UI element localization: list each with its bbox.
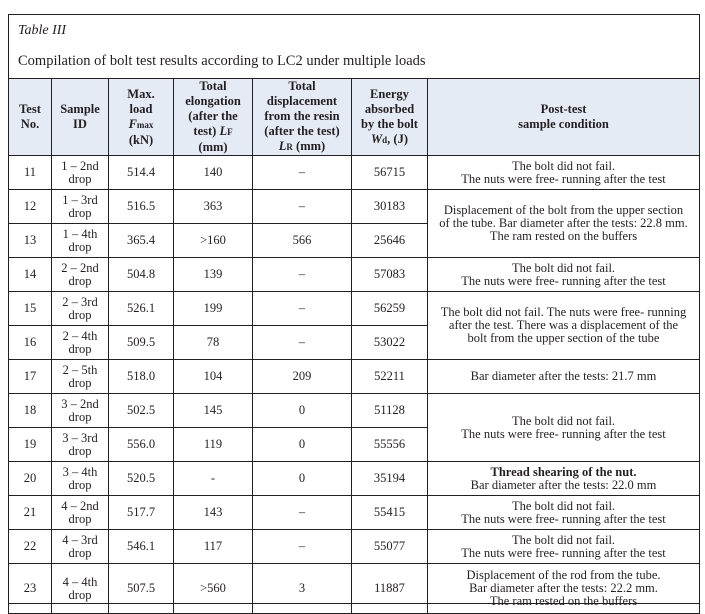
cell-text: (after the test) bbox=[264, 124, 340, 138]
cell-text: (mm) bbox=[198, 140, 228, 154]
cell-text: drop bbox=[68, 409, 92, 424]
cell-text: >160 bbox=[200, 233, 226, 247]
sample-id-cell bbox=[52, 462, 109, 496]
cell-text: drop bbox=[68, 239, 92, 254]
displacement-cell bbox=[253, 360, 352, 394]
table-row bbox=[9, 360, 700, 394]
displacement-cell bbox=[253, 428, 352, 462]
condition-cell bbox=[428, 258, 700, 292]
table-row bbox=[9, 394, 700, 428]
cell-text: 19 bbox=[23, 437, 37, 451]
energy-cell bbox=[352, 156, 428, 190]
energy-cell bbox=[352, 258, 428, 292]
sample-id-cell bbox=[52, 224, 109, 258]
cell-text: by the bolt bbox=[361, 116, 418, 131]
displacement-cell bbox=[253, 394, 352, 428]
sample-id-cell bbox=[52, 564, 109, 614]
cell-text: drop bbox=[68, 511, 92, 526]
elongation-cell bbox=[174, 292, 253, 326]
cell-text: 57083 bbox=[373, 267, 406, 281]
cell-text: 507.5 bbox=[126, 581, 156, 595]
cell-text: 139 bbox=[203, 267, 223, 281]
cell-text: 18 bbox=[23, 403, 37, 417]
cell-text: The bolt did not fail. The nuts were free- running bbox=[440, 305, 687, 319]
elongation-cell bbox=[174, 462, 253, 496]
cell-text: Bar diameter after the tests: 22.0 mm bbox=[470, 477, 657, 492]
cell-text: 30183 bbox=[373, 199, 406, 213]
displacement-cell bbox=[253, 258, 352, 292]
max-load-cell bbox=[109, 496, 174, 530]
condition-cell bbox=[428, 190, 700, 258]
elongation-cell bbox=[174, 190, 253, 224]
cell-text: , (J) bbox=[387, 131, 408, 146]
cell-text: Total bbox=[199, 79, 227, 93]
cell-text: F bbox=[128, 116, 137, 131]
cell-text: 556.0 bbox=[126, 437, 156, 451]
header-row bbox=[9, 79, 700, 156]
cell-text: after the test. There was a displacement of the bbox=[448, 318, 679, 332]
energy-cell bbox=[352, 292, 428, 326]
table-row bbox=[9, 156, 700, 190]
cell-text: 4 – 4th bbox=[62, 574, 98, 589]
cell-text: The bolt did not fail. bbox=[511, 158, 616, 173]
cell-text: Thread shearing of the nut. bbox=[490, 464, 637, 479]
elongation-cell bbox=[174, 156, 253, 190]
table-label: Table III bbox=[18, 23, 67, 38]
cell-text: 2 – 5th bbox=[62, 362, 98, 377]
cell-text: 3 – 4th bbox=[62, 464, 98, 479]
cell-text: 21 bbox=[23, 505, 37, 519]
cell-text: The ram rested on the buffers bbox=[489, 594, 638, 608]
cell-text: drop bbox=[68, 341, 92, 356]
elongation-cell bbox=[174, 394, 253, 428]
elongation-cell bbox=[174, 530, 253, 564]
cell-text: The bolt did not fail. bbox=[511, 498, 616, 513]
cell-text: 520.5 bbox=[126, 471, 156, 485]
max-load-cell bbox=[109, 190, 174, 224]
cell-text: 53022 bbox=[373, 335, 406, 349]
cell-text: 78 bbox=[206, 335, 220, 349]
displacement-cell bbox=[253, 564, 352, 614]
cell-text: 4 – 2nd bbox=[61, 498, 99, 513]
cell-text: 55077 bbox=[373, 539, 406, 553]
table-row bbox=[9, 190, 700, 224]
cell-text: drop bbox=[68, 375, 92, 390]
test-no-cell bbox=[9, 326, 52, 360]
cell-text: 140 bbox=[203, 165, 223, 179]
cell-text: 518.0 bbox=[126, 369, 156, 383]
elongation-cell bbox=[174, 564, 253, 614]
elongation-cell bbox=[174, 224, 253, 258]
cell-text: Displacement of the bolt from the upper section bbox=[443, 203, 684, 217]
cell-text: The ram rested on the buffers bbox=[489, 229, 638, 243]
cell-text: The nuts were free- running after the test bbox=[461, 171, 666, 186]
table-frame bbox=[8, 14, 700, 608]
cell-text: 55556 bbox=[373, 437, 406, 451]
cell-text: 20 bbox=[23, 471, 37, 485]
cell-text: 15 bbox=[23, 301, 37, 315]
table-row bbox=[9, 496, 700, 530]
displacement-cell bbox=[253, 530, 352, 564]
test-no-cell bbox=[9, 258, 52, 292]
cell-text: Test bbox=[19, 102, 41, 116]
header-test-no bbox=[9, 79, 52, 156]
elongation-cell bbox=[174, 326, 253, 360]
cell-text: No. bbox=[20, 117, 40, 131]
cell-text: 11887 bbox=[374, 581, 405, 595]
test-no-cell bbox=[9, 428, 52, 462]
cell-text: 517.7 bbox=[126, 505, 156, 519]
cell-text: 119 bbox=[203, 437, 223, 451]
max-load-cell bbox=[109, 292, 174, 326]
cell-text: 3 – 2nd bbox=[61, 396, 99, 411]
table-row bbox=[9, 258, 700, 292]
max-load-cell bbox=[109, 462, 174, 496]
cell-text: – bbox=[298, 165, 306, 179]
cell-text: Sample bbox=[60, 102, 100, 116]
table-row bbox=[9, 530, 700, 564]
energy-cell bbox=[352, 326, 428, 360]
cell-text: test) bbox=[193, 124, 220, 138]
cell-text: – bbox=[298, 267, 306, 281]
cell-text: 2 – 2nd bbox=[61, 260, 99, 275]
cell-text: Total bbox=[288, 79, 316, 93]
energy-cell bbox=[352, 564, 428, 614]
test-no-cell bbox=[9, 564, 52, 614]
energy-cell bbox=[352, 530, 428, 564]
cell-text: 4 – 3rd bbox=[62, 532, 98, 547]
displacement-cell bbox=[253, 462, 352, 496]
cell-text: 509.5 bbox=[126, 335, 156, 349]
elongation-cell bbox=[174, 258, 253, 292]
sample-id-cell bbox=[52, 428, 109, 462]
cell-text: The bolt did not fail. bbox=[511, 260, 616, 275]
cell-text: elongation bbox=[185, 94, 241, 108]
cell-text: Max. bbox=[127, 86, 155, 101]
cell-text: Post-test bbox=[540, 102, 587, 116]
table-row bbox=[9, 564, 700, 614]
cell-text: (kN) bbox=[128, 132, 154, 147]
cell-text: 1 – 2nd bbox=[61, 158, 99, 173]
cell-text: 3 – 3rd bbox=[62, 430, 98, 445]
cell-text: 56259 bbox=[373, 301, 406, 315]
cell-text: 23 bbox=[23, 581, 37, 595]
cell-text: L bbox=[219, 124, 228, 138]
cell-text: – bbox=[298, 505, 306, 519]
condition-cell bbox=[428, 462, 700, 496]
cell-text: 117 bbox=[203, 539, 223, 553]
cell-text: W bbox=[371, 131, 383, 146]
energy-cell bbox=[352, 462, 428, 496]
energy-cell bbox=[352, 496, 428, 530]
cell-text: drop bbox=[68, 307, 92, 322]
cell-text: R bbox=[286, 142, 293, 152]
cell-text: 25646 bbox=[373, 233, 406, 247]
condition-cell bbox=[428, 530, 700, 564]
cell-text: 56715 bbox=[373, 165, 406, 179]
cell-text: The bolt did not fail. bbox=[511, 413, 616, 428]
max-load-cell bbox=[109, 360, 174, 394]
cell-text: 143 bbox=[203, 505, 223, 519]
cell-text: drop bbox=[68, 273, 92, 288]
cell-text: Displacement of the rod from the tube. bbox=[466, 568, 661, 582]
cell-text: 145 bbox=[203, 403, 223, 417]
header-displacement bbox=[253, 79, 352, 156]
cell-text: 55415 bbox=[373, 505, 406, 519]
cell-text: 365.4 bbox=[126, 233, 156, 247]
cell-text: 12 bbox=[23, 199, 37, 213]
cell-text: F bbox=[227, 127, 233, 137]
condition-cell bbox=[428, 292, 700, 360]
max-load-cell bbox=[109, 564, 174, 614]
max-load-cell bbox=[109, 428, 174, 462]
cell-text: max bbox=[136, 119, 154, 130]
elongation-cell bbox=[174, 360, 253, 394]
test-no-cell bbox=[9, 360, 52, 394]
header-elongation bbox=[174, 79, 253, 156]
cell-text: - bbox=[210, 471, 216, 485]
cell-text: 52211 bbox=[374, 369, 405, 383]
cell-text: drop bbox=[68, 443, 92, 458]
max-load-cell bbox=[109, 530, 174, 564]
energy-cell bbox=[352, 360, 428, 394]
test-no-cell bbox=[9, 292, 52, 326]
max-load-cell bbox=[109, 156, 174, 190]
cell-text: sample condition bbox=[518, 117, 609, 131]
cell-text: Bar diameter after the tests: 21.7 mm bbox=[470, 369, 657, 383]
cell-text: absorbed bbox=[364, 101, 415, 116]
cell-text: The nuts were free- running after the test bbox=[461, 273, 666, 288]
displacement-cell bbox=[253, 496, 352, 530]
condition-cell bbox=[428, 394, 700, 462]
header-sample-id bbox=[52, 79, 109, 156]
condition-cell bbox=[428, 564, 700, 614]
sample-id-cell bbox=[52, 156, 109, 190]
test-no-cell bbox=[9, 156, 52, 190]
test-no-cell bbox=[9, 496, 52, 530]
cell-text: 14 bbox=[23, 267, 37, 281]
cell-text: 504.8 bbox=[126, 267, 156, 281]
cell-text: 22 bbox=[23, 539, 37, 553]
cell-text: of the tube. Bar diameter after the tests: 22.8 mm. bbox=[439, 216, 688, 230]
cell-text: 199 bbox=[203, 301, 223, 315]
test-no-cell bbox=[9, 394, 52, 428]
displacement-cell bbox=[253, 190, 352, 224]
sample-id-cell bbox=[52, 530, 109, 564]
cell-text: The nuts were free- running after the test bbox=[461, 426, 666, 441]
cell-text: drop bbox=[68, 171, 92, 186]
sample-id-cell bbox=[52, 496, 109, 530]
cell-text: bolt from the upper section of the tube bbox=[467, 331, 660, 345]
energy-cell bbox=[352, 428, 428, 462]
cell-text: 2 – 3rd bbox=[62, 294, 98, 309]
table-body bbox=[9, 156, 700, 614]
test-no-cell bbox=[9, 190, 52, 224]
elongation-cell bbox=[174, 496, 253, 530]
energy-cell bbox=[352, 394, 428, 428]
sample-id-cell bbox=[52, 326, 109, 360]
cell-text: 526.1 bbox=[126, 301, 156, 315]
table-row bbox=[9, 292, 700, 326]
table-caption: Compilation of bolt test results according to LC2 under multiple loads bbox=[18, 53, 426, 69]
sample-id-cell bbox=[52, 292, 109, 326]
cell-text: 502.5 bbox=[126, 403, 156, 417]
cell-text: 1 – 3rd bbox=[62, 192, 98, 207]
cell-text: 1 – 4th bbox=[62, 226, 98, 241]
displacement-cell bbox=[253, 326, 352, 360]
energy-cell bbox=[352, 190, 428, 224]
cell-text: 16 bbox=[23, 335, 37, 349]
header-max-load bbox=[109, 79, 174, 156]
cell-text: The nuts were free- running after the test bbox=[461, 545, 666, 560]
table-row bbox=[9, 462, 700, 496]
test-no-cell bbox=[9, 530, 52, 564]
max-load-cell bbox=[109, 258, 174, 292]
cell-text: 516.5 bbox=[126, 199, 156, 213]
cell-text: 546.1 bbox=[126, 539, 156, 553]
cell-text: load bbox=[129, 101, 153, 116]
max-load-cell bbox=[109, 224, 174, 258]
header-energy bbox=[352, 79, 428, 156]
cell-text: – bbox=[298, 199, 306, 213]
cell-text: 51128 bbox=[374, 403, 405, 417]
test-no-cell bbox=[9, 224, 52, 258]
cell-text: drop bbox=[68, 205, 92, 220]
cell-text: 11 bbox=[23, 165, 37, 179]
cell-text: >560 bbox=[200, 581, 226, 595]
cell-text: 104 bbox=[203, 369, 223, 383]
cell-text: ID bbox=[73, 117, 87, 131]
max-load-cell bbox=[109, 326, 174, 360]
energy-cell bbox=[352, 224, 428, 258]
results-table bbox=[8, 78, 700, 614]
cell-text: 363 bbox=[203, 199, 223, 213]
cell-text: 514.4 bbox=[126, 165, 156, 179]
cell-text: 566 bbox=[292, 233, 312, 247]
cell-text: drop bbox=[68, 545, 92, 560]
sample-id-cell bbox=[52, 394, 109, 428]
cell-text: 17 bbox=[23, 369, 37, 383]
cell-text: The nuts were free- running after the test bbox=[461, 511, 666, 526]
cell-text: (mm) bbox=[292, 139, 326, 153]
cell-text: – bbox=[298, 335, 306, 349]
condition-cell bbox=[428, 360, 700, 394]
condition-cell bbox=[428, 496, 700, 530]
cell-text: 3 bbox=[298, 581, 306, 595]
cell-text: 0 bbox=[298, 403, 306, 417]
displacement-cell bbox=[253, 292, 352, 326]
elongation-cell bbox=[174, 428, 253, 462]
cell-text: L bbox=[278, 139, 287, 153]
cell-text: 13 bbox=[23, 233, 37, 247]
displacement-cell bbox=[253, 224, 352, 258]
cell-text: drop bbox=[68, 477, 92, 492]
cell-text: 35194 bbox=[373, 471, 406, 485]
displacement-cell bbox=[253, 156, 352, 190]
cell-text: 209 bbox=[292, 369, 312, 383]
test-no-cell bbox=[9, 462, 52, 496]
cell-text: 2 – 4th bbox=[62, 328, 98, 343]
condition-cell bbox=[428, 156, 700, 190]
sample-id-cell bbox=[52, 190, 109, 224]
cell-text: Energy bbox=[370, 86, 409, 101]
cell-text: d bbox=[382, 134, 388, 145]
sample-id-cell bbox=[52, 360, 109, 394]
cell-text: The bolt did not fail. bbox=[511, 532, 616, 547]
cell-text: 0 bbox=[298, 471, 306, 485]
cell-text: (after the bbox=[188, 109, 238, 123]
max-load-cell bbox=[109, 394, 174, 428]
cell-text: – bbox=[298, 301, 306, 315]
cell-text: – bbox=[298, 539, 306, 553]
header-condition bbox=[428, 79, 700, 156]
cell-text: 0 bbox=[298, 437, 306, 451]
sample-id-cell bbox=[52, 258, 109, 292]
cell-text: displacement bbox=[266, 94, 338, 108]
cell-text: drop bbox=[68, 587, 92, 602]
cell-text: Bar diameter after the tests: 22.2 mm. bbox=[469, 581, 658, 595]
cell-text: from the resin bbox=[264, 109, 340, 123]
